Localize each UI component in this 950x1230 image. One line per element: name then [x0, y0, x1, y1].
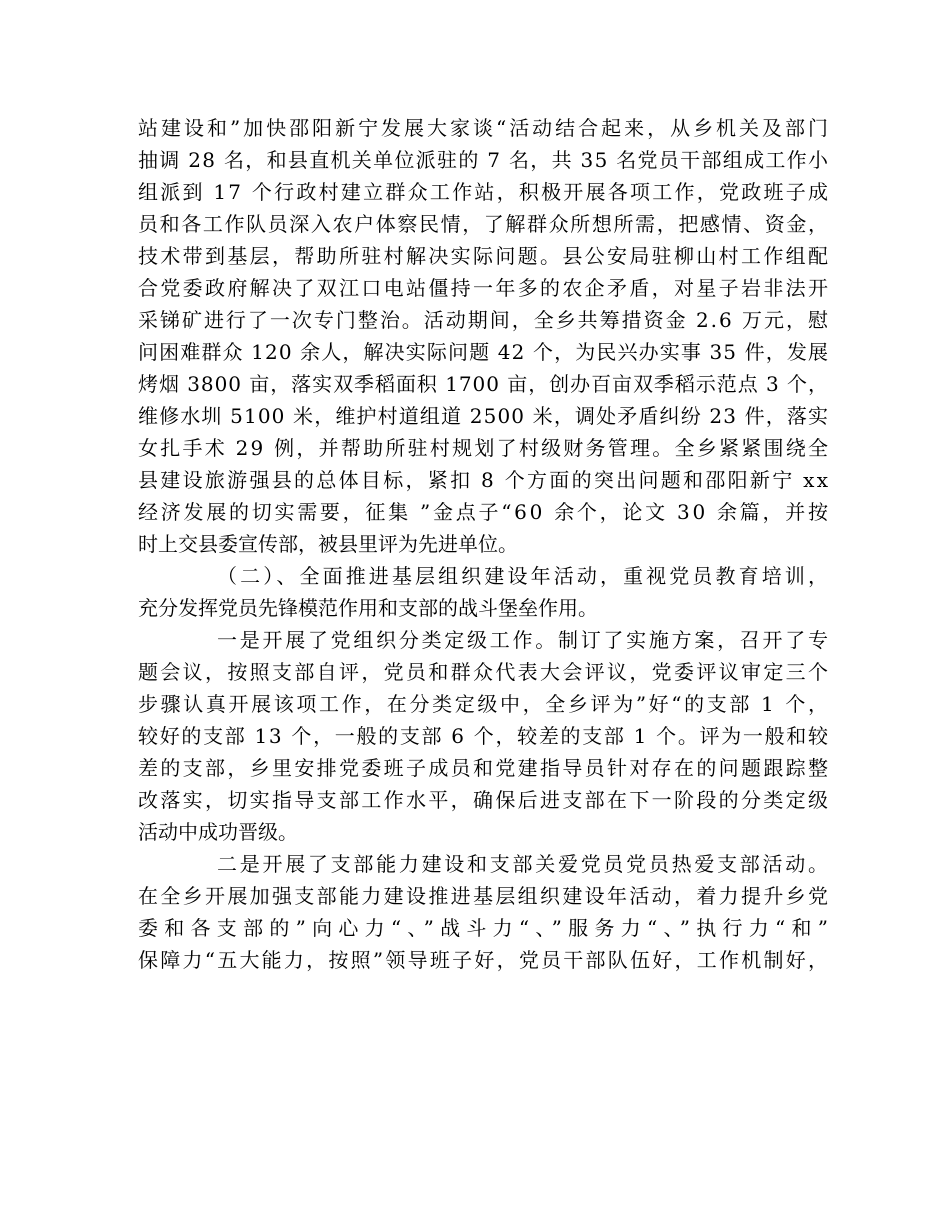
- text-line: 在全乡开展加强支部能力建设推进基层组织建设年活动，着力提升乡党: [138, 884, 831, 908]
- body-text: [138, 112, 835, 976]
- text-line: 合党委政府解决了双江口电站僵持一年多的农企矛盾，对星子岩非法开: [138, 276, 831, 300]
- text-line: 员和各工作队员深入农户体察民情，了解群众所想所需，把感情、资金，: [138, 212, 830, 236]
- text-line: 采锑矿进行了一次专门整治。活动期间，全乡共筹措资金 2.6 万元，慰: [138, 308, 830, 332]
- text-line: 经济发展的切实需要，征集 ”金点子“60 余个，论文 30 余篇，并按: [138, 500, 831, 524]
- text-line: 维修水圳 5100 米，维护村道组道 2500 米，调处矛盾纠纷 23 件，落实: [138, 404, 830, 428]
- text-line: 抽调 28 名，和县直机关单位派驻的 7 名，共 35 名党员干部组成工作小: [138, 148, 830, 172]
- text-line: 烤烟 3800 亩，落实双季稻面积 1700 亩，创办百亩双季稻示范点 3 个，: [138, 372, 829, 396]
- text-line: 组派到 17 个行政村建立群众工作站，积极开展各项工作，党政班子成: [138, 180, 831, 204]
- section-heading-line: 充分发挥党员先锋模范作用和支部的战斗堡垒作用。: [138, 596, 598, 620]
- paragraph-start-line: 一是开展了党组织分类定级工作。制订了实施方案，召开了专: [217, 628, 831, 652]
- text-line: 站建设和”加快邵阳新宁发展大家谈“活动结合起来，从乡机关及部门: [138, 116, 831, 140]
- text-line: 时上交县委宣传部，被县里评为先进单位。: [138, 532, 518, 556]
- text-line: 差的支部，乡里安排党委班子成员和党建指导员针对存在的问题跟踪整: [138, 756, 831, 780]
- text-line: 保障力“五大能力，按照”领导班子好，党员干部队伍好，工作机制好，: [138, 948, 831, 972]
- text-line: 问困难群众 120 余人，解决实际问题 42 个，为民兴办实事 35 件，发展: [138, 340, 830, 364]
- text-line: 较好的支部 13 个，一般的支部 6 个，较差的支部 1 个。评为一般和较: [138, 724, 830, 748]
- text-line: 县建设旅游强县的总体目标，紧扣 8 个方面的突出问题和邵阳新宁 xx: [138, 468, 831, 492]
- text-line: 委和各支部的”向心力“、”战斗力“、”服务力“、”执行力“和”: [138, 916, 835, 940]
- paragraph-start-line: 二是开展了支部能力建设和支部关爱党员党员热爱支部活动。: [217, 852, 831, 876]
- text-line: 步骤认真开展该项工作，在分类定级中，全乡评为”好“的支部 1 个，: [138, 692, 831, 716]
- section-heading-line: （二）、全面推进基层组织建设年活动，重视党员教育培训，: [217, 564, 832, 588]
- text-line: 活动中成功晋级。: [138, 820, 298, 844]
- text-line: 女扎手术 29 例，并帮助所驻村规划了村级财务管理。全乡紧紧围绕全: [138, 436, 831, 460]
- text-line: 改落实，切实指导支部工作水平，确保后进支部在下一阶段的分类定级: [138, 788, 831, 812]
- text-line: 题会议，按照支部自评，党员和群众代表大会评议，党委评议审定三个: [138, 660, 831, 684]
- text-line: 技术带到基层，帮助所驻村解决实际问题。县公安局驻柳山村工作组配: [138, 244, 831, 268]
